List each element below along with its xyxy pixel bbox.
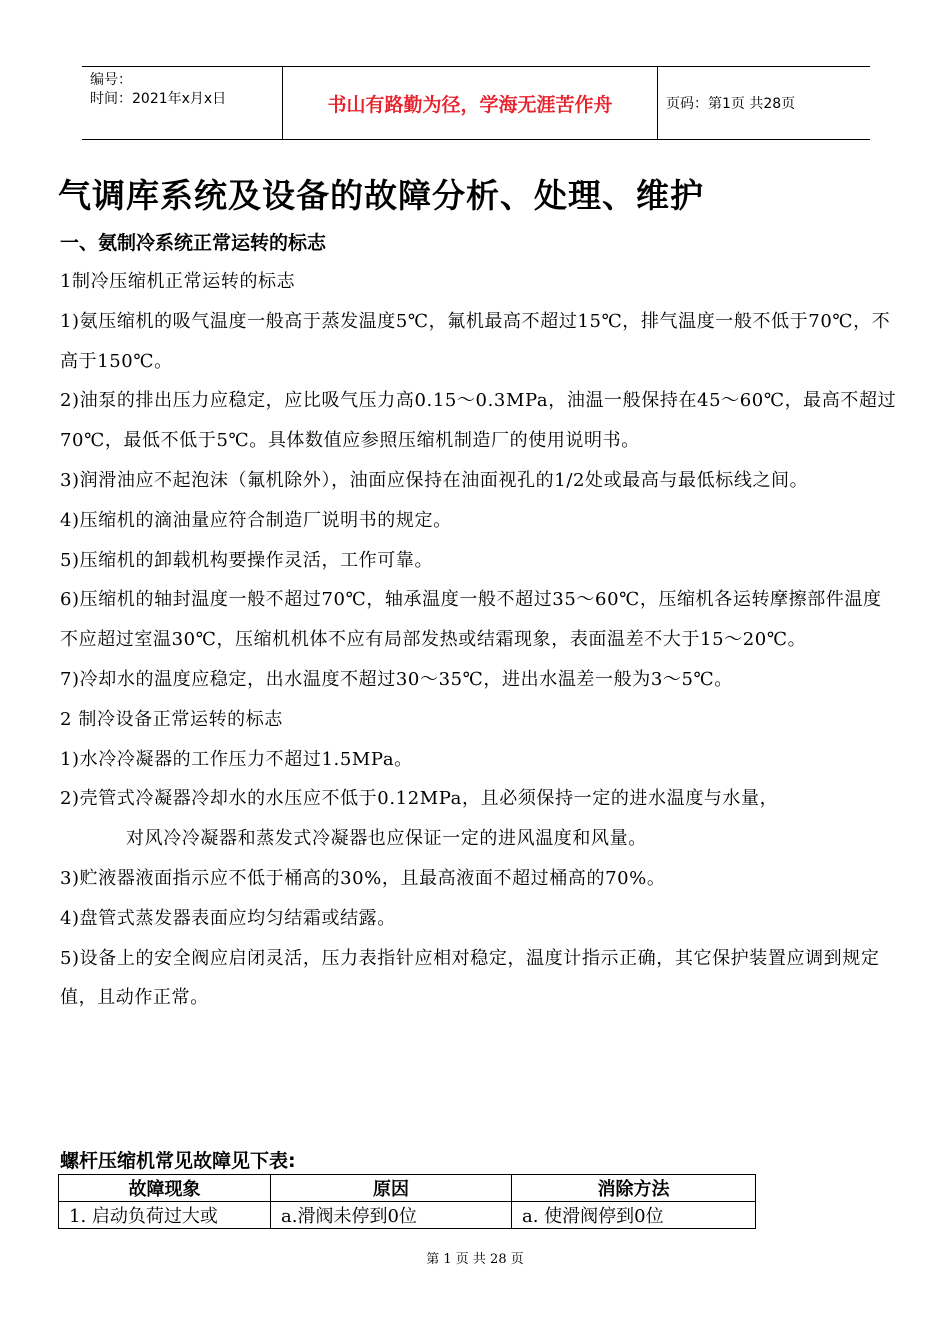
table-cell: a. 使滑阀停到0位 xyxy=(512,1202,756,1229)
column-header: 消除方法 xyxy=(512,1175,756,1202)
document-body xyxy=(60,262,898,1018)
paragraph: 6)压缩机的轴封温度一般不超过70℃，轴承温度一般不超过35～60℃，压缩机各运转摩擦部件温度不应超过室温30℃，压缩机机体不应有局部发热或结霜现象，表面温差不大于15～20℃。 xyxy=(60,589,882,651)
paragraph: 7)冷却水的温度应稳定，出水温度不超过30～35℃，进出水温差一般为3～5℃。 xyxy=(60,668,733,690)
paragraph: 3)润滑油应不起泡沫（氟机除外），油面应保持在油面视孔的1/2处或最高与最低标线之间。 xyxy=(60,469,809,491)
document-number-label: 编号： xyxy=(90,72,132,88)
paragraph: 4)盘管式蒸发器表面应均匀结霜或结露。 xyxy=(60,907,396,929)
paragraph: 2 制冷设备正常运转的标志 xyxy=(60,708,283,730)
paragraph: 2)壳管式冷凝器冷却水的水压应不低于0.12MPa，且必须保持一定的进水温度与水量， xyxy=(60,788,779,810)
page-header xyxy=(82,66,870,140)
header-page-info: 页码：第1页 共28页 xyxy=(666,96,796,112)
table-caption: 螺杆压缩机常见故障见下表: xyxy=(60,1150,296,1172)
paragraph: 5)设备上的安全阀应启闭灵活，压力表指针应相对稳定，温度计指示正确，其它保护装置应调到规定值，且动作正常。 xyxy=(60,947,880,1009)
column-header: 原因 xyxy=(271,1175,512,1202)
table-header-row xyxy=(59,1175,756,1202)
document-title: 气调库系统及设备的故障分析、处理、维护 xyxy=(58,176,704,215)
fault-table xyxy=(58,1174,756,1229)
section-heading: 一、氨制冷系统正常运转的标志 xyxy=(60,232,327,254)
table-cell: 1. 启动负荷过大或 xyxy=(59,1202,271,1229)
table-row xyxy=(59,1202,756,1229)
table-cell: a.滑阀未停到0位 xyxy=(271,1202,512,1229)
paragraph: 4)压缩机的滴油量应符合制造厂说明书的规定。 xyxy=(60,509,452,531)
paragraph: 1)氨压缩机的吸气温度一般高于蒸发温度5℃，氟机最高不超过15℃，排气温度一般不低于70℃，不高于150℃。 xyxy=(60,310,891,372)
header-meta xyxy=(82,67,282,139)
page-footer: 第 1 页 共 28 页 xyxy=(426,1252,524,1267)
column-header: 故障现象 xyxy=(59,1175,271,1202)
paragraph: 5)压缩机的卸载机构要操作灵活，工作可靠。 xyxy=(60,549,434,571)
paragraph: 对风冷冷凝器和蒸发式冷凝器也应保证一定的进风温度和风量。 xyxy=(126,828,647,850)
paragraph: 1制冷压缩机正常运转的标志 xyxy=(60,271,296,292)
paragraph: 1)水冷冷凝器的工作压力不超过1.5MPa。 xyxy=(60,748,413,770)
paragraph: 2)油泵的排出压力应稳定，应比吸气压力高0.15～0.3MPa，油温一般保持在45～60℃，最高不超过70℃，最低不低于5℃。具体数值应参照压缩机制造厂的使用说明书。 xyxy=(60,390,897,452)
header-motto: 书山有路勤为径，学海无涯苦作舟 xyxy=(282,67,658,139)
document-time-label: 时间：2021年x月x日 xyxy=(90,91,227,107)
paragraph: 3)贮液器液面指示应不低于桶高的30%，且最高液面不超过桶高的70%。 xyxy=(60,867,666,889)
